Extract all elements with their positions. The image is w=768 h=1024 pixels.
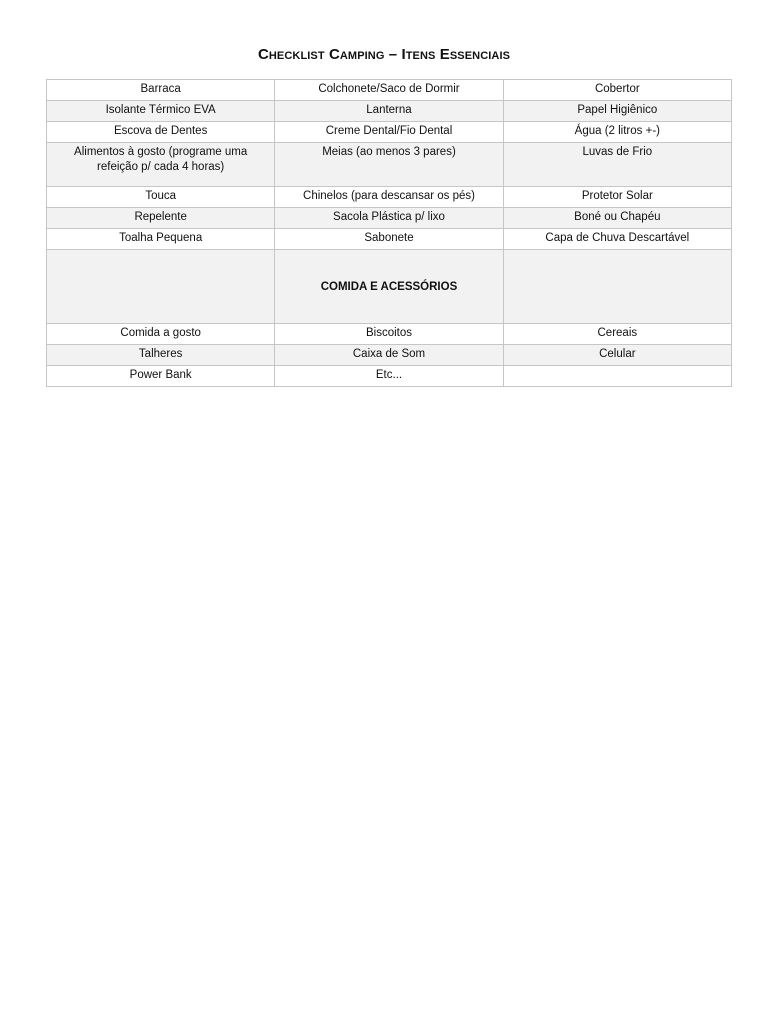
table-cell: Etc... bbox=[275, 366, 503, 387]
table-cell: Celular bbox=[503, 345, 731, 366]
table-cell bbox=[503, 366, 731, 387]
table-cell: Comida a gosto bbox=[47, 324, 275, 345]
table-cell: Cobertor bbox=[503, 80, 731, 101]
table-row bbox=[47, 122, 732, 143]
checklist-table bbox=[46, 79, 732, 387]
table-row bbox=[47, 101, 732, 122]
table-cell bbox=[47, 250, 275, 324]
section-heading: COMIDA E ACESSÓRIOS bbox=[275, 250, 503, 324]
table-cell bbox=[503, 250, 731, 324]
table-row bbox=[47, 208, 732, 229]
table-cell: Toalha Pequena bbox=[47, 229, 275, 250]
table-cell: Protetor Solar bbox=[503, 187, 731, 208]
table-row bbox=[47, 324, 732, 345]
section-header-row bbox=[47, 250, 732, 324]
table-row bbox=[47, 187, 732, 208]
table-cell: Lanterna bbox=[275, 101, 503, 122]
table-cell: Creme Dental/Fio Dental bbox=[275, 122, 503, 143]
table-cell: Meias (ao menos 3 pares) bbox=[275, 143, 503, 187]
table-cell: Alimentos à gosto (programe uma refeição p/ cada 4 horas) bbox=[47, 143, 275, 187]
table-cell: Talheres bbox=[47, 345, 275, 366]
table-cell: Luvas de Frio bbox=[503, 143, 731, 187]
table-cell: Sacola Plástica p/ lixo bbox=[275, 208, 503, 229]
table-cell: Colchonete/Saco de Dormir bbox=[275, 80, 503, 101]
table-cell: Caixa de Som bbox=[275, 345, 503, 366]
table-cell: Escova de Dentes bbox=[47, 122, 275, 143]
document-title: Checklist Camping – Itens Essenciais bbox=[257, 46, 511, 63]
table-row bbox=[47, 143, 732, 187]
table-row bbox=[47, 229, 732, 250]
table-cell: Repelente bbox=[47, 208, 275, 229]
table-cell: Power Bank bbox=[47, 366, 275, 387]
table-cell: Água (2 litros +-) bbox=[503, 122, 731, 143]
table-cell: Capa de Chuva Descartável bbox=[503, 229, 731, 250]
table-cell: Barraca bbox=[47, 80, 275, 101]
table-row bbox=[47, 366, 732, 387]
table-cell: Chinelos (para descansar os pés) bbox=[275, 187, 503, 208]
table-cell: Cereais bbox=[503, 324, 731, 345]
table-row bbox=[47, 80, 732, 101]
table-cell: Papel Higiênico bbox=[503, 101, 731, 122]
table-cell: Boné ou Chapéu bbox=[503, 208, 731, 229]
table-cell: Isolante Térmico EVA bbox=[47, 101, 275, 122]
table-cell: Touca bbox=[47, 187, 275, 208]
table-cell: Biscoitos bbox=[275, 324, 503, 345]
table-cell: Sabonete bbox=[275, 229, 503, 250]
table-row bbox=[47, 345, 732, 366]
